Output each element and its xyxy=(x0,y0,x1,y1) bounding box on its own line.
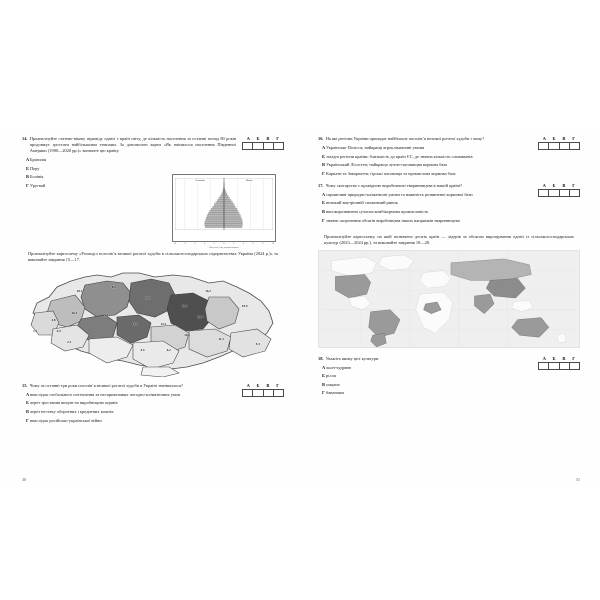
ukraine-region-value: 22.7 xyxy=(144,295,151,300)
answer-letter-v: В xyxy=(266,136,270,141)
answer-cell-g[interactable] xyxy=(570,143,579,149)
answer-cell-b[interactable] xyxy=(253,390,263,396)
answer-cell-v[interactable] xyxy=(264,143,274,149)
answer-letter-b: Б xyxy=(552,136,556,141)
option-a[interactable] xyxy=(318,145,532,151)
option-v-letter: В xyxy=(322,162,325,168)
ukraine-region-value: 19.1 xyxy=(103,313,109,318)
answer-cells[interactable] xyxy=(538,362,580,370)
ukraine-region-value: 20.4 xyxy=(197,315,203,320)
ukraine-map-svg xyxy=(22,267,284,377)
answer-letter-v: В xyxy=(562,136,566,141)
xtick-7: 4 xyxy=(242,243,244,245)
right-page xyxy=(300,128,600,486)
option-v-letter: В xyxy=(322,208,325,214)
answer-letters xyxy=(242,136,284,141)
xtick-6: 2 xyxy=(233,243,235,245)
xtick-3: 4 xyxy=(204,243,206,245)
option-a-text: Українське Полісся; найкращі агрокліматичні умови xyxy=(326,145,425,150)
answer-cells[interactable] xyxy=(538,142,580,150)
option-g[interactable] xyxy=(22,418,236,424)
xtick-8: 6 xyxy=(252,243,254,245)
option-g-letter: Г xyxy=(322,390,325,396)
option-v-text: Український Лісостеп; найкраща лучно-пасовищна кормова база xyxy=(326,162,448,168)
answer-cell-a[interactable] xyxy=(243,390,253,396)
answer-grid-17[interactable] xyxy=(538,183,580,197)
page-number-left: 30 xyxy=(22,477,26,482)
answer-letters xyxy=(538,356,580,361)
option-v-text: умцана xyxy=(326,381,340,387)
option-b-text: через зростання витрат на виробництво кормів xyxy=(30,400,118,406)
xtick-1: 8 xyxy=(184,243,186,245)
option-a-letter: А xyxy=(322,191,326,197)
answer-letter-b: Б xyxy=(552,355,556,361)
answer-cell-g[interactable] xyxy=(274,390,283,396)
answer-letters xyxy=(538,183,580,188)
question-15-options xyxy=(22,392,236,424)
question-16-text: На які регіони України припадає найбільше поголів’я великої рогатої худоби і чому? xyxy=(325,136,485,141)
option-g-letter: Г xyxy=(322,170,325,176)
xtick-2: 6 xyxy=(194,243,196,245)
answer-grid-14[interactable] xyxy=(242,136,284,150)
option-g[interactable] xyxy=(318,171,532,177)
option-b-text: великий внутрішній споживчий ринок xyxy=(326,200,398,206)
answer-cells[interactable] xyxy=(538,189,580,197)
option-b-letter: Б xyxy=(322,153,325,159)
ukraine-region-value: 19.9 xyxy=(241,304,248,309)
option-v-text: високорозвинена сучасна комбікормова промисловість xyxy=(326,208,429,214)
answer-grid-16[interactable] xyxy=(538,136,580,150)
option-v-letter: В xyxy=(322,381,325,387)
option-b-letter: Б xyxy=(26,400,29,406)
option-b[interactable] xyxy=(318,200,532,206)
option-a-letter: А xyxy=(322,145,326,150)
ukraine-region-value: 11.3 xyxy=(181,304,188,309)
answer-cell-a[interactable] xyxy=(243,143,253,149)
ukraine-region-value: 5.3 xyxy=(255,341,260,346)
population-pyramid-chart xyxy=(172,174,276,249)
option-g-text: Карпати та Закарпаття; гірські пасовища та промислова кормова база xyxy=(326,170,456,176)
answer-letter-b: Б xyxy=(256,382,260,388)
option-g[interactable] xyxy=(318,390,532,396)
question-17 xyxy=(318,183,580,224)
answer-letter-a: А xyxy=(542,182,546,188)
answer-letter-a: А xyxy=(542,355,546,361)
xtick-4: 2 xyxy=(213,243,215,245)
option-a-text: внаслідок глобального потепління та несприятливих погодно-кліматичних умов xyxy=(30,391,180,397)
option-b-text: західні регіони країни; близькість до країн ЄС, де значна кількість споживачів xyxy=(326,153,473,159)
answer-letter-a: А xyxy=(246,382,250,388)
ukraine-region-value: 8.2 xyxy=(111,284,116,289)
option-a[interactable] xyxy=(318,365,532,371)
option-b-letter: Б xyxy=(322,200,325,206)
option-b[interactable] xyxy=(22,166,236,172)
answer-letter-b: Б xyxy=(256,136,260,141)
pyramid-y-axis-label xyxy=(174,178,181,230)
ukraine-region-value: 13.3 xyxy=(131,321,138,326)
option-a-text: льон-чудрюю xyxy=(326,364,352,370)
ukraine-region-value: 18.1 xyxy=(76,288,83,293)
answer-letter-v: В xyxy=(562,182,566,188)
question-18-text: Укажіть якому цієї культури. xyxy=(325,355,380,361)
answer-letter-b: Б xyxy=(552,182,556,188)
option-v[interactable] xyxy=(318,382,532,388)
answer-letter-v: В xyxy=(266,382,270,388)
answer-cell-b[interactable] xyxy=(549,363,559,369)
answer-cell-b[interactable] xyxy=(549,190,559,196)
world-choropleth-map xyxy=(318,250,580,348)
answer-letter-g: Г xyxy=(572,355,576,361)
option-g-letter: Г xyxy=(26,417,29,423)
option-g[interactable] xyxy=(318,218,532,224)
option-b[interactable] xyxy=(22,400,236,406)
option-g-text: внаслідок російсько-української війни xyxy=(30,417,102,423)
answer-letter-g: Г xyxy=(276,382,280,388)
option-b-letter: Б xyxy=(26,165,29,171)
xtick-5: 0 xyxy=(223,243,225,245)
option-a-letter: А xyxy=(322,364,326,370)
option-a-letter: А xyxy=(26,391,30,397)
question-15-number: 15. xyxy=(22,382,28,388)
pyramid-plot xyxy=(175,178,273,230)
option-a[interactable] xyxy=(22,392,236,398)
option-g-text: Уругвай xyxy=(30,182,46,188)
question-14-text: Проаналізуйте статево-вікову піраміду однієї з країн світу, де кількість населення за останні понад 80 років продовжує зростати найбільшими темпами. За допомогою карти «Як змінилося населення Південної Америки (1980—2020 рр.)» визначте цю країну. xyxy=(29,136,236,153)
question-16 xyxy=(318,136,580,177)
option-g-letter: Г xyxy=(26,182,29,188)
pyramid-svg xyxy=(175,178,273,230)
answer-cell-a[interactable] xyxy=(539,190,549,196)
option-v-letter: В xyxy=(26,174,29,180)
xtick-0: 10 xyxy=(174,243,176,245)
ukraine-region-value: 4.8 xyxy=(51,317,56,322)
world-map-svg xyxy=(319,251,579,347)
answer-cell-g[interactable] xyxy=(274,143,283,149)
question-17-text: Чому скотарство є провідною виробничою тваринництва в нашій країні? xyxy=(325,182,463,188)
answer-letter-g: Г xyxy=(572,182,576,188)
ukraine-region-value: 16.3 xyxy=(71,310,78,315)
question-16-options xyxy=(318,145,532,177)
ukraine-choropleth-map xyxy=(22,267,284,377)
answer-cell-g[interactable] xyxy=(570,190,579,196)
answer-cell-b[interactable] xyxy=(549,143,559,149)
option-a[interactable] xyxy=(22,157,236,163)
answer-grid-18[interactable] xyxy=(538,356,580,370)
answer-cell-b[interactable] xyxy=(253,143,263,149)
option-a[interactable] xyxy=(318,192,532,198)
question-14-number: 14. xyxy=(22,136,28,141)
ukraine-region-value: 16.2 xyxy=(205,288,211,293)
answer-letter-v: В xyxy=(562,355,566,361)
ukraine-region-value: 4.9 xyxy=(56,328,61,333)
ukraine-region-value: 2.1 xyxy=(67,339,72,344)
option-b[interactable] xyxy=(318,154,532,160)
ukraine-region-value: 10.5 xyxy=(184,332,190,337)
pyramid-footer-label: Населення, % від загальної кількості xyxy=(209,246,239,249)
option-a-text: Бразилія xyxy=(30,157,47,162)
question-15 xyxy=(22,383,284,424)
left-page xyxy=(0,128,300,486)
answer-cell-v[interactable] xyxy=(560,143,570,149)
answer-cell-a[interactable] xyxy=(539,143,549,149)
ukraine-region-value: 4.3 xyxy=(140,348,145,353)
ukraine-region-value: 1.1 xyxy=(33,328,38,333)
option-a-text: сприятливі природно-кліматичні умови та наявність розвиненої кормової бази xyxy=(326,191,473,197)
ukraine-region-value: 11.2 xyxy=(218,337,224,342)
answer-letter-a: А xyxy=(542,136,546,141)
ukraine-region-value: 6.2 xyxy=(166,348,171,353)
ukraine-map-intro: Проаналізуйте картосхему «Розподіл поголів’я великої рогатої худоби в сільськогосподарських підприємствах України (2024 р.)» та виконайте завдання 15—17. xyxy=(28,250,278,262)
option-b-letter: Б xyxy=(322,373,325,379)
question-14 xyxy=(22,136,284,249)
option-v-text: Болівія xyxy=(30,174,44,180)
answer-cell-v[interactable] xyxy=(560,363,570,369)
ukraine-region-value: 12.1 xyxy=(160,321,167,326)
question-16-number: 16. xyxy=(318,136,324,141)
xtick-9: 8 xyxy=(262,243,264,245)
option-v-letter: В xyxy=(26,408,29,414)
answer-grid-15[interactable] xyxy=(242,383,284,397)
option-v[interactable] xyxy=(318,209,532,215)
option-g-text: значне скорочення обсягів виробництва інших напрямків тваринництва xyxy=(326,217,460,223)
answer-cell-g[interactable] xyxy=(570,363,579,369)
legend-male: Чоловіки xyxy=(195,179,205,182)
answer-cells[interactable] xyxy=(242,142,284,150)
question-18 xyxy=(318,356,580,397)
answer-cell-v[interactable] xyxy=(264,390,274,396)
option-a-letter: А xyxy=(26,157,30,162)
question-18-number: 18. xyxy=(318,355,324,361)
option-v-text: через нестачу оборотних і кредитних коштів xyxy=(30,408,114,414)
question-17-options xyxy=(318,192,532,224)
answer-letter-a: А xyxy=(246,136,250,141)
page-number-right: 31 xyxy=(576,477,580,482)
legend-female: Жінки xyxy=(245,179,253,182)
answer-letters xyxy=(242,383,284,388)
answer-cells[interactable] xyxy=(242,389,284,397)
world-map-intro: Проаналізуйте картосхему, на якій позначено десять країн — лідерів за обсягом вирощування однієї із сільськогосподарських культур (2023—2024 рр.), та виконайте завдання 18—20. xyxy=(324,233,574,245)
answer-letter-g: Г xyxy=(572,136,576,141)
answer-letter-g: Г xyxy=(276,136,280,141)
question-18-options xyxy=(318,365,532,397)
answer-letters xyxy=(538,136,580,141)
xtick-10: 10 xyxy=(271,243,274,245)
question-17-number: 17. xyxy=(318,182,324,188)
option-v[interactable] xyxy=(22,409,236,415)
option-g-letter: Г xyxy=(322,217,325,223)
option-b-text: рілля xyxy=(326,373,336,379)
two-page-spread xyxy=(0,128,600,486)
pyramid-legend xyxy=(175,179,273,182)
answer-cell-v[interactable] xyxy=(560,190,570,196)
option-b[interactable] xyxy=(318,373,532,379)
answer-cell-a[interactable] xyxy=(539,363,549,369)
option-g-text: бананами xyxy=(326,390,344,396)
question-15-text: Чому за останні три роки поголів’я великої рогатої худоби в Україні зменшилося? xyxy=(29,382,184,388)
pyramid-x-axis xyxy=(173,243,275,245)
option-v[interactable] xyxy=(318,162,532,168)
option-b-text: Перу xyxy=(30,165,40,171)
